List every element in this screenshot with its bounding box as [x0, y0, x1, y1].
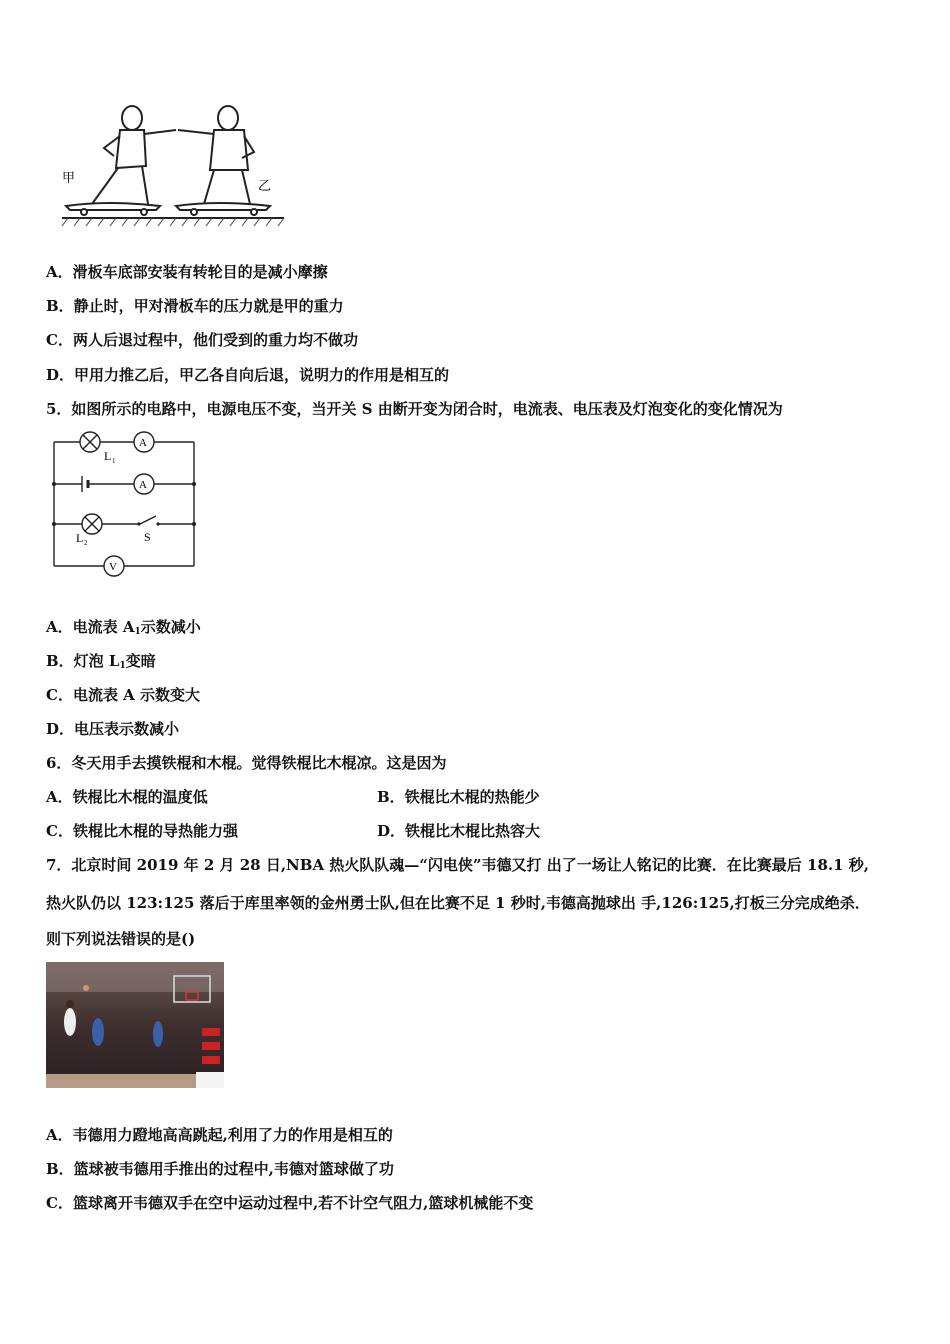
label-jia: 甲	[62, 170, 76, 185]
l2-label: L	[76, 531, 84, 545]
q4-option-b: B．静止时，甲对滑板车的压力就是甲的重力	[46, 297, 344, 315]
q5-option-b: B．灯泡 $L_1$变暗	[46, 652, 156, 671]
voltmeter-label: V	[109, 561, 117, 573]
l1-label: L	[104, 449, 112, 463]
ammeter-a1-label: A	[139, 437, 147, 449]
ammeter-a-label: A	[139, 479, 147, 491]
q7-stem-line3: 则下列说法错误的是()	[46, 930, 196, 948]
q6-option-c: C．铁棍比木棍的导热能力强	[46, 822, 238, 840]
q7-stem-line1: 7．北京时间 2019 年 2 月 28 日,NBA 热火队队魂—“闪电侠”韦德又打 出了一场让人铭记的比赛．在比赛最后 18.1 秒,	[46, 856, 869, 874]
label-yi: 乙	[258, 178, 272, 193]
circuit-diagram	[48, 430, 200, 580]
switch-label: S	[144, 530, 151, 544]
q5-stem: 5．如图所示的电路中，电源电压不变，当开关 S 由断开变为闭合时，电流表、电压表及灯泡变化的变化情况为	[46, 400, 783, 418]
basketball-photo	[46, 962, 224, 1088]
q7-option-c: C．篮球离开韦德双手在空中运动过程中,若不计空气阻力,篮球机械能不变	[46, 1194, 534, 1212]
q4-option-c: C．两人后退过程中，他们受到的重力均不做功	[46, 331, 358, 349]
skateboard-figure	[58, 100, 288, 228]
q6-option-a: A．铁棍比木棍的温度低	[46, 788, 208, 806]
q7-stem-line2: 热火队仍以 123:125 落后于库里率领的金州勇士队,但在比赛不足 1 秒时,韦德高抛球出 手,126:125,打板三分完成绝杀．	[46, 894, 870, 912]
q7-option-a: A．韦德用力蹬地高高跳起,利用了力的作用是相互的	[46, 1126, 393, 1144]
q5-option-d: D．电压表示数减小	[46, 720, 180, 738]
q6-option-d: D．铁棍比木棍比热容大	[377, 822, 541, 840]
q4-option-d: D．甲用力推乙后，甲乙各自向后退，说明力的作用是相互的	[46, 366, 450, 384]
q6-stem: 6．冬天用手去摸铁棍和木棍。觉得铁棍比木棍凉。这是因为	[46, 754, 447, 772]
q5-option-a: A．电流表 $A_1$示数减小	[46, 618, 201, 637]
q4-option-a: A．滑板车底部安装有转轮目的是减小摩擦	[46, 263, 328, 281]
q5-option-c: C．电流表 A 示数变大	[46, 686, 201, 704]
l1-sub: 1	[112, 457, 116, 465]
q6-option-b: B．铁棍比木棍的热能少	[377, 788, 540, 806]
q7-option-b: B．篮球被韦德用手推出的过程中,韦德对篮球做了功	[46, 1160, 394, 1178]
l2-sub: 2	[84, 539, 88, 547]
